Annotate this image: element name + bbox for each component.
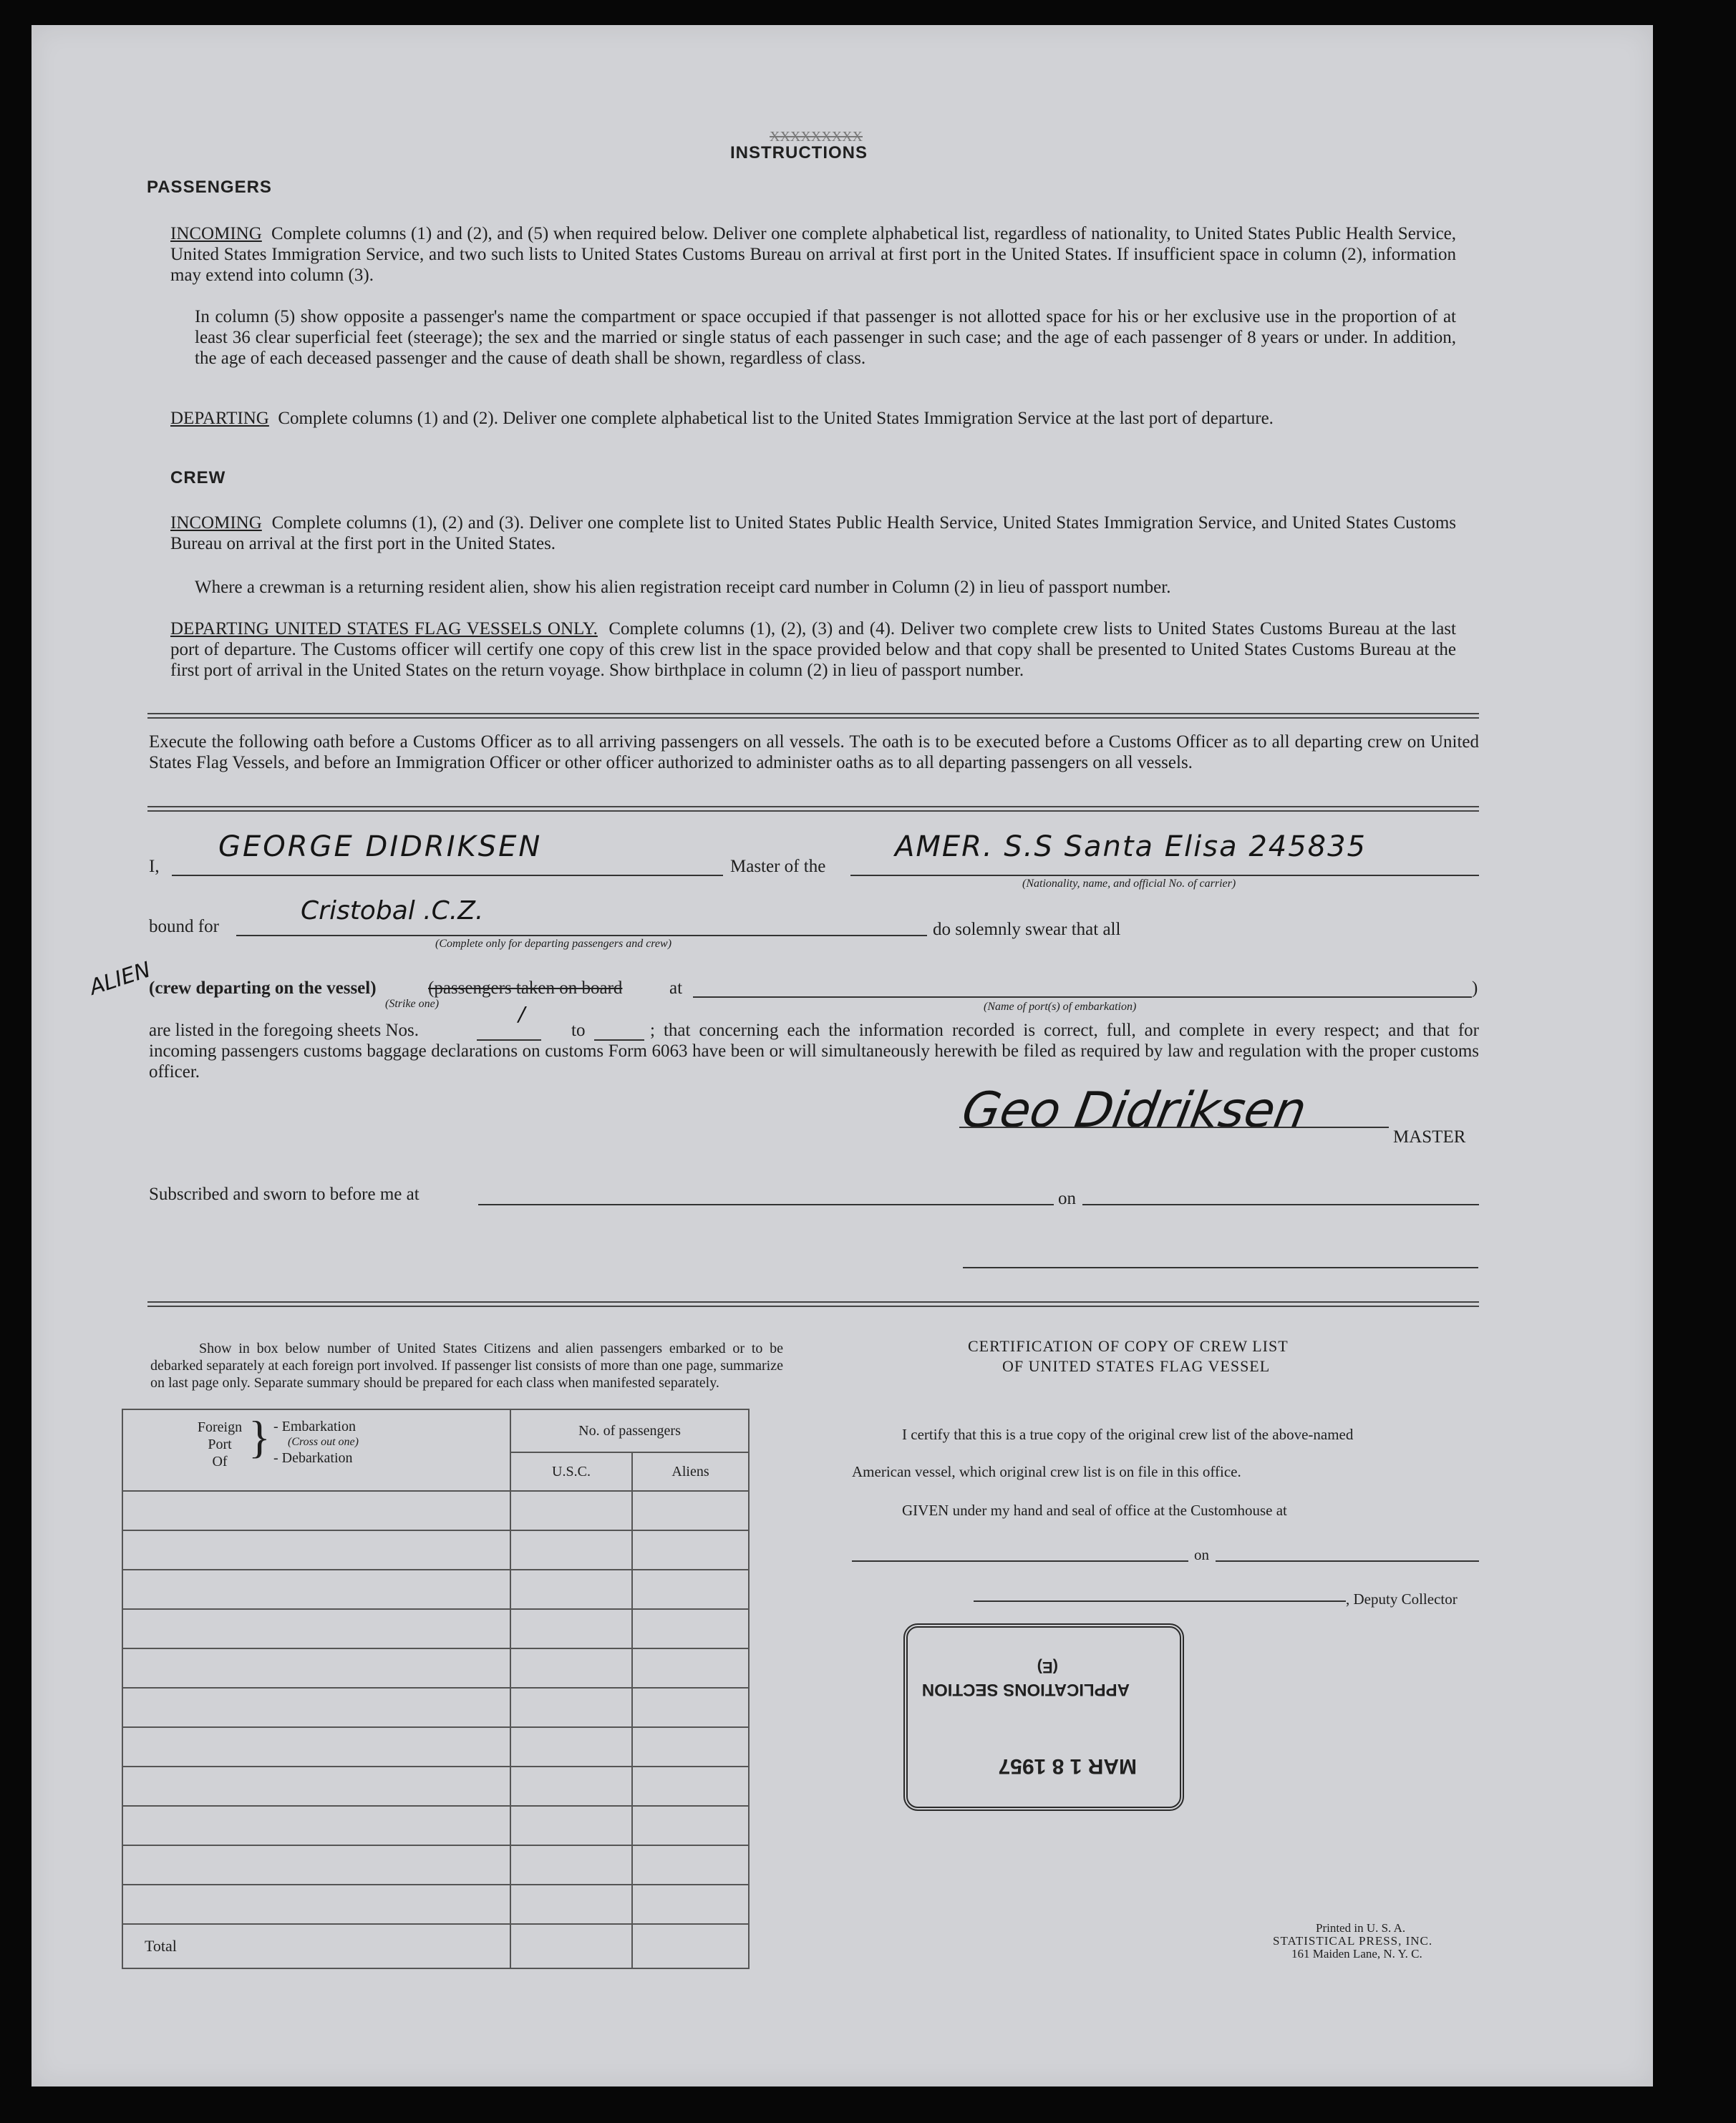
master-signature: Geo Didriksen <box>958 1082 1311 1139</box>
bound-caption: (Complete only for departing passengers and crew) <box>435 938 672 950</box>
vessel-caption: (Nationality, name, and official No. of carrier) <box>1022 878 1236 890</box>
sheets-text-2: ; that concerning each the information recorded is correct, full, and complete in every respect; and that for incoming passengers customs baggage declarations on customs Form 6063 have been or will simultaneously herewith be filed as required by law and regulation with the proper customs officer. <box>149 1021 1479 1082</box>
port-header-cell <box>122 1409 510 1491</box>
port-cell[interactable] <box>122 1885 510 1924</box>
aliens-cell[interactable] <box>632 1530 749 1570</box>
stamp-code: (E) <box>1037 1658 1058 1676</box>
foreign-label: Foreign <box>197 1419 243 1435</box>
of-label: Of <box>212 1454 228 1469</box>
usc-cell[interactable] <box>510 1806 632 1845</box>
sheets-text-1: are listed in the foregoing sheets Nos. <box>149 1021 419 1040</box>
printer-line-2: STATISTICAL PRESS, INC. <box>1273 1934 1433 1948</box>
deputy-collector-field[interactable] <box>974 1582 1346 1602</box>
signature-line <box>959 1125 1389 1128</box>
divider <box>147 1306 1479 1307</box>
aliens-cell[interactable] <box>632 1688 749 1727</box>
i-label: I, <box>149 857 160 876</box>
port-cell[interactable] <box>122 1530 510 1570</box>
divider <box>147 806 1479 807</box>
summary-instructions: Show in box below number of United States Citizens and alien passengers embarked or to be debarked separately at each foreign port involved. If passenger list consists of more than one page, summarize on last page only. Separate summary should be prepared for each class when manifested separately. <box>150 1341 783 1391</box>
usc-total-cell[interactable] <box>510 1924 632 1968</box>
usc-cell[interactable] <box>510 1609 632 1648</box>
table-row <box>122 1845 749 1885</box>
officer-signature-field[interactable] <box>963 1247 1478 1268</box>
port-cell[interactable] <box>122 1727 510 1767</box>
port-cell[interactable] <box>122 1845 510 1885</box>
subscribed-label: Subscribed and sworn to before me at <box>149 1185 420 1204</box>
customhouse-field[interactable] <box>852 1542 1188 1562</box>
divider <box>147 1301 1479 1303</box>
port-cell[interactable] <box>122 1688 510 1727</box>
debarkation-label: - Debarkation <box>273 1450 353 1466</box>
usc-cell[interactable] <box>510 1570 632 1609</box>
printer-line-3: 161 Maiden Lane, N. Y. C. <box>1291 1947 1422 1961</box>
divider <box>147 810 1479 812</box>
ports-caption: (Name of port(s) of embarkation) <box>984 1001 1137 1013</box>
divider <box>147 713 1479 714</box>
departing-text: Complete columns (1) and (2). Deliver one complete alphabetical list to the United States Immigration Service at the last port of departure. <box>278 409 1274 428</box>
master-of-label: Master of the <box>730 857 826 876</box>
certification-title-2: OF UNITED STATES FLAG VESSEL <box>1002 1357 1271 1375</box>
printer-line-1: Printed in U. S. A. <box>1316 1921 1406 1935</box>
passengers-incoming <box>170 223 1456 286</box>
departing-label: DEPARTING <box>170 409 269 428</box>
aliens-cell[interactable] <box>632 1806 749 1845</box>
alien-note: ALIEN <box>86 957 154 1001</box>
stamp-date: MAR 1 8 1957 <box>998 1754 1137 1778</box>
incoming-label: INCOMING <box>170 224 262 243</box>
usc-header: U.S.C. <box>510 1452 632 1491</box>
deputy-collector-label: , Deputy Collector <box>1346 1590 1458 1608</box>
aliens-cell[interactable] <box>632 1609 749 1648</box>
port-cell[interactable] <box>122 1570 510 1609</box>
master-label: MASTER <box>1393 1127 1466 1147</box>
cross-out-label: (Cross out one) <box>288 1436 359 1448</box>
usc-cell[interactable] <box>510 1845 632 1885</box>
port-label: Port <box>208 1437 232 1452</box>
at-label: at <box>669 978 683 998</box>
aliens-cell[interactable] <box>632 1491 749 1530</box>
usc-cell[interactable] <box>510 1688 632 1727</box>
divider <box>147 717 1479 719</box>
crew-incoming <box>170 512 1456 554</box>
swear-text: do solemnly swear that all <box>933 920 1121 939</box>
bound-for-value: Cristobal .C.Z. <box>301 896 484 926</box>
stamp-section: APPLICATIONS SECTION <box>921 1680 1130 1699</box>
total-label: Total <box>122 1924 510 1968</box>
usc-cell[interactable] <box>510 1491 632 1530</box>
on-label: on <box>1058 1189 1076 1208</box>
port-cell[interactable] <box>122 1806 510 1845</box>
table-row <box>122 1688 749 1727</box>
received-stamp <box>903 1623 1184 1811</box>
column5-paragraph: In column (5) show opposite a passenger's name the compartment or space occupied if that passenger is not allotted space for his or her exclusive use in the proportion of at least 36 clear superficial feet (steerage); the sex and the married or single status of each passenger in such case; and the age of each passenger of 8 years or under. In addition, the age of each deceased passenger and the cause of death shall be shown, regardless of class. <box>195 307 1456 368</box>
sheet-from: / <box>518 1002 525 1026</box>
table-row <box>122 1609 749 1648</box>
crew-departing <box>170 618 1456 681</box>
table-row <box>122 1570 749 1609</box>
port-cell[interactable] <box>122 1609 510 1648</box>
table-row <box>122 1648 749 1688</box>
table-row <box>122 1727 749 1767</box>
bound-for-label: bound for <box>149 917 219 936</box>
aliens-total-cell[interactable] <box>632 1924 749 1968</box>
vessel-name: AMER. S.S Santa Elisa 245835 <box>895 830 1367 863</box>
crew-heading: CREW <box>170 468 226 487</box>
aliens-cell[interactable] <box>632 1767 749 1806</box>
embarkation-label: - Embarkation <box>273 1419 356 1434</box>
certification-text-2: American vessel, which original crew list is on file in this office. <box>852 1463 1241 1480</box>
total-row <box>122 1924 749 1968</box>
strike-caption: (Strike one) <box>385 998 440 1010</box>
port-cell[interactable] <box>122 1648 510 1688</box>
certification-text-1: I certify that this is a true copy of the original crew list of the above-named <box>902 1426 1354 1443</box>
oath-instructions: Execute the following oath before a Customs Officer as to all arriving passengers on all vessels. The oath is to be executed before a Customs Officer as to all departing crew on United States Flag Vessels, and before an Immigration Officer or other officer authorized to administer oaths as to all departing passengers on all vessels. <box>149 732 1479 772</box>
passenger-summary-table <box>122 1409 750 1969</box>
no-passengers-header: No. of passengers <box>510 1409 749 1452</box>
usc-cell[interactable] <box>510 1885 632 1924</box>
usc-cell[interactable] <box>510 1727 632 1767</box>
crew-incoming-text: Complete columns (1), (2) and (3). Deliver one complete list to United States Public Health Service, United States Immigration Service, and United States Customs Bureau on arrival at the first port in the United States. <box>170 513 1457 553</box>
port-cell[interactable] <box>122 1491 510 1530</box>
passengers-heading: PASSENGERS <box>147 178 272 197</box>
table-header-row <box>122 1409 749 1452</box>
usc-cell[interactable] <box>510 1767 632 1806</box>
aliens-cell[interactable] <box>632 1885 749 1924</box>
table-row <box>122 1491 749 1530</box>
crew-resident-paragraph: Where a crewman is a returning resident alien, show his alien registration receipt card number in Column (2) in lieu of passport number. <box>195 578 1171 597</box>
page-title: INSTRUCTIONS <box>730 143 868 162</box>
subscribed-place-field[interactable] <box>478 1184 1054 1205</box>
aliens-cell[interactable] <box>632 1727 749 1767</box>
port-cell[interactable] <box>122 1767 510 1806</box>
cert-date-field[interactable] <box>1216 1542 1479 1562</box>
passengers-option-struck: (passengers taken on board <box>428 978 623 998</box>
passengers-departing <box>170 408 1456 429</box>
close-paren: ) <box>1472 978 1478 998</box>
aliens-cell[interactable] <box>632 1570 749 1609</box>
crew-departing-label: DEPARTING UNITED STATES FLAG VESSELS ONLY. <box>170 619 598 638</box>
table-row <box>122 1806 749 1845</box>
usc-cell[interactable] <box>510 1530 632 1570</box>
table-row <box>122 1530 749 1570</box>
certification-title-1: CERTIFICATION OF COPY OF CREW LIST <box>968 1337 1289 1355</box>
crew-incoming-label: INCOMING <box>170 513 262 533</box>
usc-cell[interactable] <box>510 1648 632 1688</box>
brace: } <box>248 1412 271 1462</box>
aliens-cell[interactable] <box>632 1648 749 1688</box>
ports-field[interactable] <box>693 975 1472 998</box>
table-row <box>122 1885 749 1924</box>
table-row <box>122 1767 749 1806</box>
master-name: GEORGE DIDRIKSEN <box>218 830 543 863</box>
to-label: to <box>571 1021 586 1040</box>
subscribed-date-field[interactable] <box>1082 1184 1479 1205</box>
struck-heading: XXXXXXXXX <box>770 129 863 145</box>
crew-departing-text: Complete columns (1), (2), (3) and (4). Deliver two complete crew lists to United States Customs Bureau at the last port of departure. The Customs officer will certify one copy of this crew list in the space provided below and that copy shall be presented to United States Customs Bureau at the first port of arrival in the United States on the return voyage. Show birthplace in column (2) in lieu of passport number. <box>170 619 1456 680</box>
cert-on-label: on <box>1194 1546 1209 1563</box>
incoming-text: Complete columns (1) and (2), and (5) when required below. Deliver one complete alphabetical list, regardless of nationality, to United States Public Health Service, United States Immigration Service, and two such lists to United States Customs Bureau on arrival at first port in the United States. If insufficient space in column (2), information may extend into column (3). <box>170 224 1457 285</box>
crew-departing-option: (crew departing on the vessel) <box>149 978 377 998</box>
aliens-header: Aliens <box>632 1452 749 1491</box>
aliens-cell[interactable] <box>632 1845 749 1885</box>
certification-text-3: GIVEN under my hand and seal of office at the Customhouse at <box>902 1502 1287 1519</box>
